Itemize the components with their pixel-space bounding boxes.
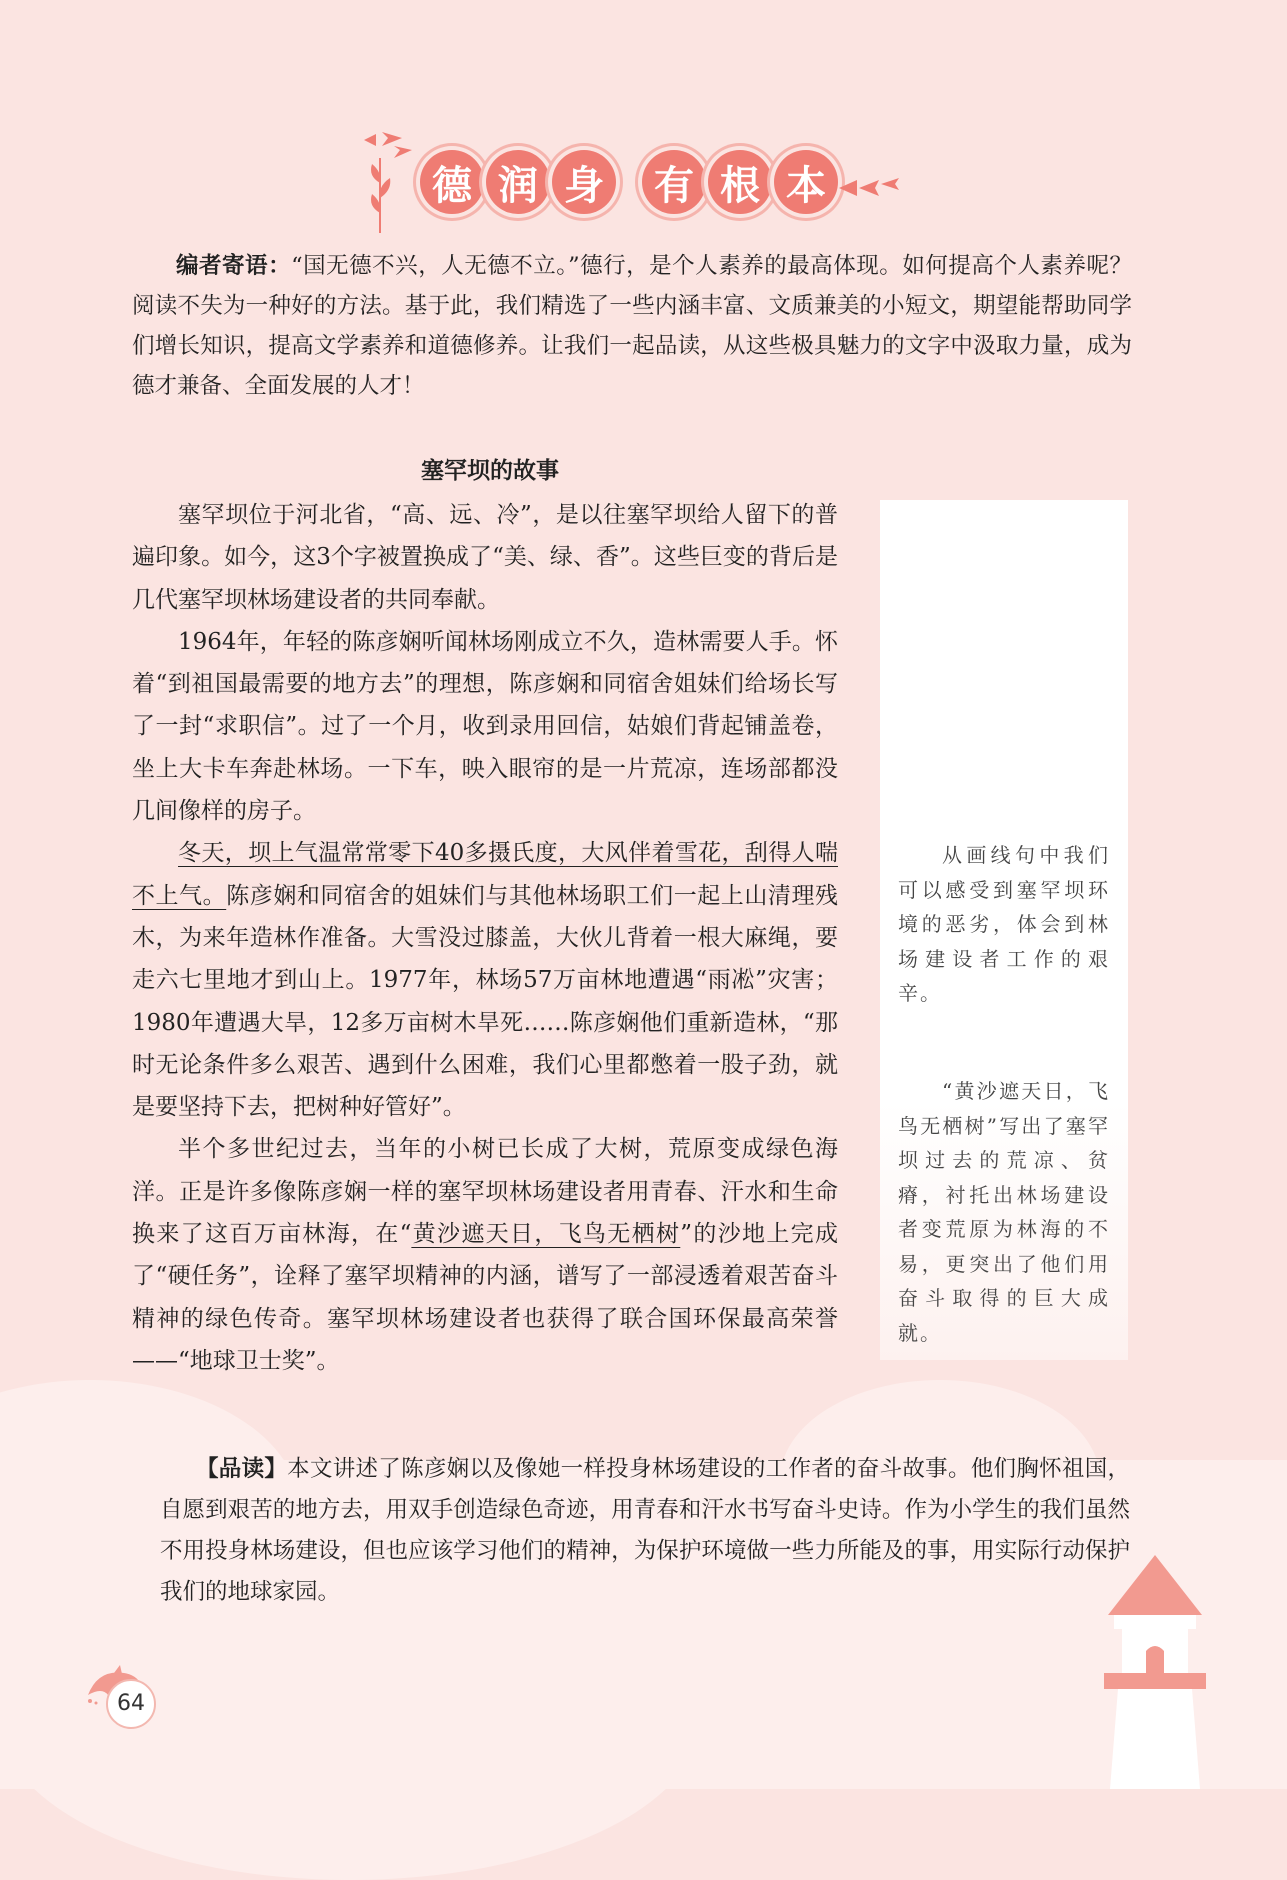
title-char: 德 bbox=[420, 150, 484, 214]
article-body bbox=[132, 494, 838, 1382]
editor-note-label: 编者寄语： bbox=[176, 253, 292, 279]
underlined-sentence: 冬天，坝上气温常常零下40多摄氏度，大风伴着雪花，刮得人喘不上气。 bbox=[132, 840, 838, 909]
lighthouse-icon bbox=[1100, 1555, 1210, 1789]
title-char: 本 bbox=[774, 150, 838, 214]
article-title: 塞罕坝的故事 bbox=[421, 458, 559, 484]
article-paragraph: 塞罕坝位于河北省，“高、远、冷”，是以往塞罕坝给人留下的普遍印象。如今，这3个字被置换成了“美、绿、香”。这些巨变的背后是几代塞罕坝林场建设者的共同奉献。 bbox=[132, 502, 838, 613]
paragraph-text: 陈彦娴和同宿舍的姐妹们与其他林场职工们一起上山清理残木，为来年造林作准备。大雪没过膝盖，大伙儿背着一根大麻绳，要走六七里地才到山上。1977年，林场57万亩林地遭遇“雨凇”灾害；1980年遭遇大旱，12多万亩树木旱死……陈彦娴他们重新造林，“那时无论条件多么艰苦、遇到什么困难，我们心里都憋着一股子劲，就是要坚持下去，把树种好管好”。 bbox=[132, 882, 839, 1121]
underlined-phrase: 黄沙遮天日，飞鸟无栖树 bbox=[411, 1221, 681, 1248]
title-char: 有 bbox=[642, 150, 706, 214]
title-char: 身 bbox=[552, 150, 616, 214]
title-group-2 bbox=[642, 150, 838, 214]
title-char: 根 bbox=[708, 150, 772, 214]
plant-fish-decoration-icon bbox=[350, 128, 420, 238]
editor-note-text: “国无德不兴，人无德不立。”德行，是个人素养的最高体现。如何提高个人素养呢？阅读不失为一种好的方法。基于此，我们精选了一些内涵丰富、文质兼美的小短文，期望能帮助同学们增长知识，提高文学素养和道德修养。让我们一起品读，从这些极具魅力的文字中汲取力量，成为德才兼备、全面发展的人才！ bbox=[132, 253, 1132, 399]
paragraph-text: ”的沙地上完成了“硬任务”，诠释了塞罕坝精神的内涵，谱写了一部浸透着艰苦奋斗精神的绿色传奇。塞罕坝林场建设者也获得了联合国环保最高荣誉——“地球卫士奖”。 bbox=[132, 1221, 838, 1374]
article-paragraph bbox=[132, 1128, 838, 1382]
page-number-badge bbox=[84, 1665, 164, 1735]
title-text bbox=[420, 150, 838, 214]
article-paragraph: 1964年，年轻的陈彦娴听闻林场刚成立不久，造林需要人手。怀着“到祖国最需要的地方去”的理想，陈彦娴和同宿舍姐妹们给场长写了一封“求职信”。过了一个月，收到录用回信，姑娘们背起铺盖卷，坐上大卡车奔赴林场。一下车，映入眼帘的是一片荒凉，连场部都没几间像样的房子。 bbox=[132, 628, 838, 825]
annotation-note-1: 从画线句中我们可以感受到塞罕坝环境的恶劣，体会到林场建设者工作的艰辛。 bbox=[898, 843, 1110, 1005]
editor-note bbox=[132, 246, 1132, 406]
paragraph-text: 半个多世纪过去，当年的小树已长成了大树，荒原变成绿色海洋。正是许多像陈彦娴一样的塞罕坝林场建设者用青春、汗水和生命换来了这百万亩林海，在“ bbox=[132, 1136, 838, 1248]
article-paragraph bbox=[132, 832, 838, 1128]
section-title-banner bbox=[360, 138, 900, 238]
reading-text: 本文讲述了陈彦娴以及像她一样投身林场建设的工作者的奋斗故事。他们胸怀祖国，自愿到艰苦的地方去，用双手创造绿色奇迹，用青春和汗水书写奋斗史诗。作为小学生的我们虽然不用投身林场建设，但也应该学习他们的精神，为保护环境做一些力所能及的事，用实际行动保护我们的地球家园。 bbox=[160, 1456, 1130, 1605]
page-number: 64 bbox=[117, 1691, 145, 1716]
fish-decoration-icon bbox=[835, 168, 905, 208]
title-group-1 bbox=[420, 150, 616, 214]
title-char: 润 bbox=[486, 150, 550, 214]
reading-comment bbox=[160, 1449, 1130, 1613]
reading-label: 【品读】 bbox=[196, 1456, 288, 1482]
annotation-note-2: “黄沙遮天日，飞鸟无栖树”写出了塞罕坝过去的荒凉、贫瘠，衬托出林场建设者变荒原为林海的不易，更突出了他们用奋斗取得的巨大成就。 bbox=[898, 1079, 1110, 1345]
